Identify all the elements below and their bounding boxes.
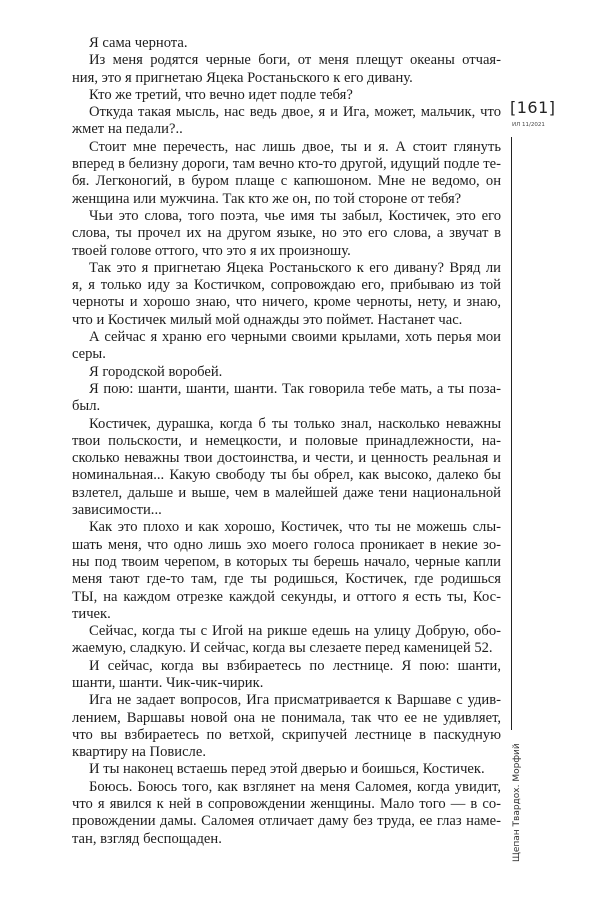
text-line: Боюсь. Боюсь того, как взглянет на меня Саломея, когда увидит, [89, 778, 501, 795]
margin-rule [511, 137, 512, 730]
text-line: я, я только иду за Костичком, сопровождаю его, прибываю из той [72, 277, 501, 294]
text-line: вперед в белизну дороги, там вечно кто-то другой, идущий подле те- [72, 156, 501, 173]
text-line: Стоит мне перечесть, нас лишь двое, ты и я. А стоит глянуть [89, 138, 501, 155]
text-line: Как это плохо и как хорошо, Костичек, что ты не можешь слы- [89, 519, 501, 536]
text-line: лением, Варшавы новой она не понимала, так что ее не удивляет, [72, 709, 501, 726]
paragraph [72, 364, 501, 381]
paragraph [72, 658, 501, 693]
text-line: Из меня родятся черные боги, от меня плещут океаны отчая- [89, 52, 501, 69]
paragraph [72, 623, 501, 658]
text-line: черноты и хорошо знаю, что ничего, кроме черноты, нету, и знаю, [72, 294, 501, 311]
text-line: сколько неважны твои достоинства, и чести, и ценность реальная и [72, 450, 501, 467]
text-line: что и Костичек милый мой однажды это поймет. Настанет час. [72, 311, 463, 328]
text-line: И ты наконец встаешь перед этой дверью и боишься, Костичек. [89, 761, 485, 778]
text-line: ТЫ, на каждом отрезке каждой секунды, и оттого я есть ты, Кос- [72, 588, 501, 605]
text-line: слова, ты прочел их на другом языке, но это его слова, а звучат в [72, 225, 501, 242]
text-line: шанти, шанти. Чик-чик-чирик. [72, 674, 264, 691]
text-line: жмет на педали?.. [72, 121, 183, 138]
text-line: номинальная... Какую свободу ты бы обрел, как высоко, далеко бы [72, 467, 501, 484]
text-line: Сейчас, когда ты с Игой на рикше едешь на улицу Добрую, обо- [89, 623, 501, 640]
text-line: шать меня, что одно лишь эхо моего голоса проникает в некие зо- [72, 536, 501, 553]
running-title: Щепан Твардох. Морфий [512, 743, 522, 862]
text-line: взлетел, дальше и выше, чем в малейшей даже тени национальной [72, 484, 501, 501]
paragraph [72, 208, 501, 260]
text-line: Костичек, дурашка, когда б ты только знал, насколько неважны [89, 415, 501, 432]
paragraph [72, 519, 501, 623]
text-line: ния, это я пригнетаю Яцека Ростаньского к его дивану. [72, 69, 413, 86]
text-line: Я пою: шанти, шанти, шанти. Так говорила тебе мать, а ты поза- [89, 380, 501, 397]
page-number: [161] [510, 98, 556, 117]
paragraph [72, 761, 501, 778]
text-line: Чьи это слова, того поэта, чье имя ты забыл, Костичек, это его [89, 207, 501, 224]
paragraph [72, 329, 501, 364]
paragraph [72, 381, 501, 416]
text-line: Откуда такая мысль, нас ведь двое, я и Ига, может, мальчик, что [89, 104, 501, 121]
text-line: Ига не задает вопросов, Ига присматривается к Варшаве с удив- [89, 692, 501, 709]
text-line: жаемую, сладкую. И сейчас, когда вы слезаете перед каменицей 52. [72, 640, 493, 657]
text-line: ны под твоим черепом, в которых ты берешь начало, черные капли [72, 553, 501, 570]
text-line: тан, взгляд беспощаден. [72, 830, 222, 847]
text-line: твои польскости, и немецкости, и половые принадлежности, на- [72, 432, 501, 449]
text-line: квартиру на Повисле. [72, 744, 206, 761]
text-line: женщина или мужчина. Так кто же он, по той стороне от тебя? [72, 190, 462, 207]
text-line: Так это я пригнетаю Яцека Ростаньского к его дивану? Вряд ли [89, 259, 501, 276]
text-line: твоей голове оттого, что это я их произношу. [72, 242, 351, 259]
paragraph [72, 692, 501, 761]
text-line: Я сама чернота. [89, 35, 188, 51]
text-line: что я явился к ней в сопровождении женщины. Мало того — в со- [72, 796, 501, 813]
paragraph [72, 260, 501, 329]
text-line: меня тают где-то там, где ты родишься, Костичек, где родишься [72, 571, 501, 588]
paragraph [72, 416, 501, 520]
text-line: тичек. [72, 605, 111, 622]
text-line: серы. [72, 346, 106, 363]
text-line: А сейчас я храню его черными своими крылами, хоть перья мои [89, 329, 501, 346]
text-line: И сейчас, когда вы взбираетесь по лестнице. Я пою: шанти, [89, 657, 501, 674]
paragraph [72, 52, 501, 87]
text-line: зависимости... [72, 502, 162, 519]
paragraph [72, 87, 501, 104]
text-line: бя. Легконогий, в буром плаще с капюшоном. Мне не ведомо, он [72, 173, 501, 190]
text-line: был. [72, 398, 101, 415]
paragraph [72, 779, 501, 848]
body-text [72, 35, 501, 848]
text-line: Я городской воробей. [89, 363, 223, 380]
issue-label: ИЛ 11/2021 [512, 122, 545, 128]
paragraph [72, 139, 501, 208]
paragraph [72, 104, 501, 139]
text-line: Кто же третий, что вечно идет подле тебя? [89, 86, 353, 103]
text-line: провождении дамы. Саломея отличает даму без труда, ее глаз наме- [72, 813, 501, 830]
paragraph [72, 35, 501, 52]
text-line: что вы взбираетесь по ветхой, скрипучей лестнице в паскудную [72, 726, 501, 743]
